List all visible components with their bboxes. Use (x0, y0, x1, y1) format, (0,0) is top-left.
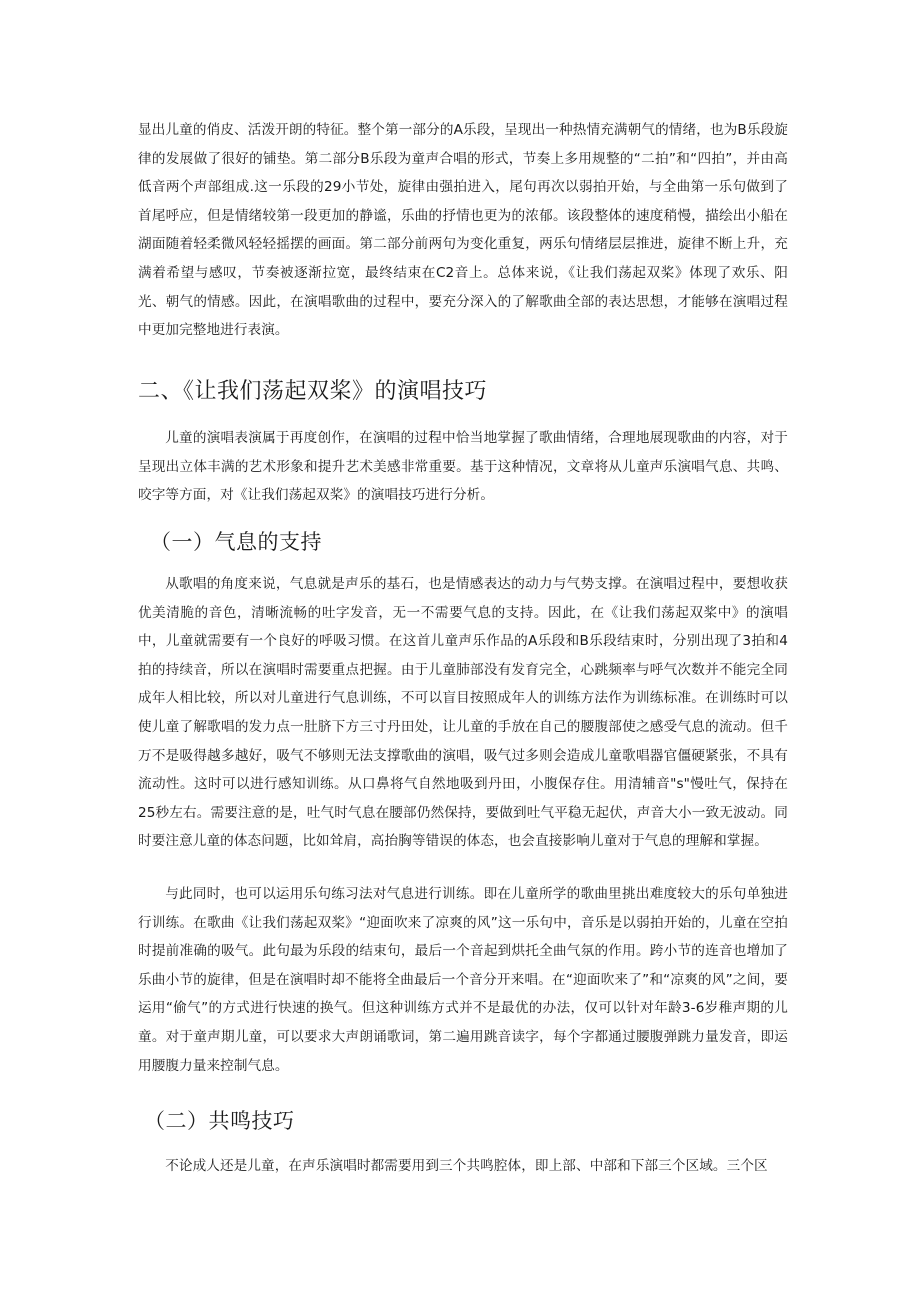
paragraph-phrase-practice: 与此同时，也可以运用乐句练习法对气息进行训练。即在儿童所学的歌曲里挑出难度较大的乐句单独进行训练。在歌曲《让我们荡起双桨》“迎面吹来了凉爽的风”这一乐句中，音乐是以弱拍开始的，儿童在空拍时提前准确的吸气。此句最为乐段的结束句，最后一个音起到烘托全曲气氛的作用。跨小节的连音也增加了乐曲小节的旋律，但是在演唱时却不能将全曲最后一个音分开来唱。在“迎面吹来了”和“凉爽的风”之间，要运用“偷气”的方式进行快速的换气。但这种训练方式并不是最优的办法，仅可以针对年龄3-6岁稚声期的儿童。对于童声期儿童，可以要求大声朗诵歌词，第二遍用跳音读字，每个字都通过腰腹弹跳力量发音，即运用腰腹力量来控制气息。 (138, 886, 788, 1074)
section-heading-singing-techniques: 二、《让我们荡起双桨》的演唱技巧 (138, 379, 488, 404)
subheading-resonance: （二）共鸣技巧 (144, 1109, 295, 1133)
paragraph-song-structure: 显出儿童的俏皮、活泼开朗的特征。整个第一部分的A乐段，呈现出一种热情充满朝气的情绪，也为B乐段旋律的发展做了很好的铺垫。第二部分B乐段为童声合唱的形式，节奏上多用规整的“二拍”和“四拍”，并由高低音两个声部组成.这一乐段的29小节处，旋律由强拍进入，尾句再次以弱拍开始，与全曲第一乐句做到了首尾呼应，但是情绪较第一段更加的静谧，乐曲的抒情也更为的浓郁。该段整体的速度稍慢，描绘出小船在湖面随着轻柔微风轻轻摇摆的画面。第二部分前两句为变化重复，两乐句情绪层层推进，旋律不断上升，充满着希望与感叹，节奏被逐渐拉宽，最终结束在C2音上。总体来说，《让我们荡起双桨》体现了欢乐、阳光、朝气的情感。因此，在演唱歌曲的过程中，要充分深入的了解歌曲全部的表达思想，才能够在演唱过程中更加完整地进行表演。 (138, 122, 788, 339)
paragraph-resonance: 不论成人还是儿童，在声乐演唱时都需要用到三个共鸣腔体，即上部、中部和下部三个区域。三个区 (165, 1158, 768, 1174)
subheading-breath-support: （一）气息的支持 (150, 530, 322, 554)
paragraph-breath-basics: 从歌唱的角度来说，气息就是声乐的基石，也是情感表达的动力与气势支撑。在演唱过程中，要想收获优美清脆的音色，清晰流畅的吐字发音，无一不需要气息的支持。因此，在《让我们荡起双桨中》的演唱中，儿童就需要有一个良好的呼吸习惯。在这首儿童声乐作品的A乐段和B乐段结束时，分别出现了3拍和4拍的持续音，所以在演唱时需要重点把握。由于儿童肺部没有发育完全，心跳频率与呼气次数并不能完全同成年人相比较，所以对儿童进行气息训练，不可以盲目按照成年人的训练方法作为训练标准。在训练时可以使儿童了解歌唱的发力点一肚脐下方三寸丹田处，让儿童的手放在自己的腰腹部使之感受气息的流动。但千万不是吸得越多越好，吸气不够则无法支撑歌曲的演唱，吸气过多则会造成儿童歌唱器官僵硬紧张，不具有流动性。这时可以进行感知训练。从口鼻将气自然地吸到丹田，小腹保存住。用清辅音"s"慢吐气，保持在25秒左右。需要注意的是，吐气时气息在腰部仍然保持，要做到吐气平稳无起伏，声音大小一致无波动。同时要注意儿童的体态问题，比如耸肩，高抬胸等错误的体态，也会直接影响儿童对于气息的理解和掌握。 (138, 576, 788, 850)
paragraph-intro-techniques: 儿童的演唱表演属于再度创作，在演唱的过程中恰当地掌握了歌曲情绪，合理地展现歌曲的内容，对于呈现出立体丰满的艺术形象和提升艺术美感非常重要。基于这种情况，文章将从儿童声乐演唱气息、共鸣、咬字等方面，对《让我们荡起双桨》的演唱技巧进行分析。 (138, 430, 788, 504)
